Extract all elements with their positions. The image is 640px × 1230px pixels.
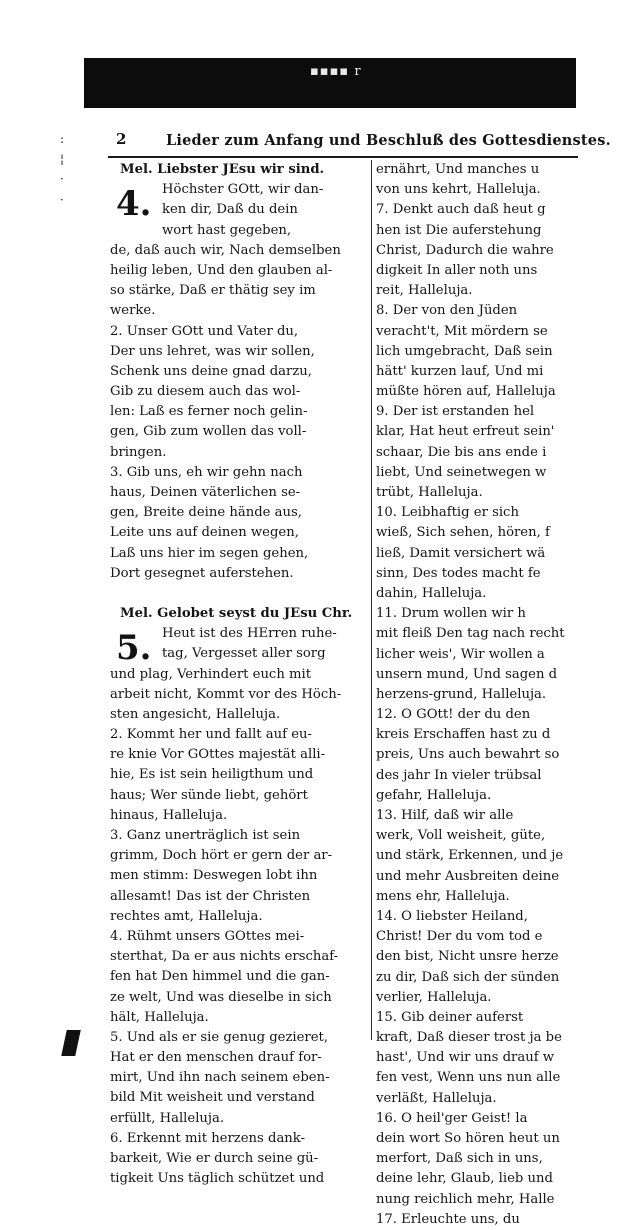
text-line: barkeit, Wie er durch seine gü- — [110, 1151, 319, 1167]
book-page — [108, 126, 611, 1227]
text-line: fen vest, Wenn uns nun alle — [376, 1070, 561, 1086]
text-line: herzens-grund, Halleluja. — [376, 686, 547, 702]
margin-mark: · — [60, 172, 64, 187]
text-line: wieß, Sich sehen, hören, f — [376, 525, 550, 541]
hymn-4-body — [110, 241, 368, 584]
text-line: Gib zu diesem auch das wol- — [110, 384, 301, 400]
text-line: hinaus, Halleluja. — [110, 807, 228, 823]
text-line: zu dir, Daß sich der sünden — [376, 969, 560, 985]
text-line: tigkeit Uns täglich schützet und — [110, 1171, 325, 1187]
text-line: rechtes amt, Halleluja. — [110, 908, 263, 924]
running-title: Lieder zum Anfang und Beschluß des Gottesdienstes. — [166, 132, 611, 149]
hymn-line: ken dir, Daß du dein — [162, 202, 298, 218]
text-line: 13. Hilf, daß wir alle — [376, 808, 514, 823]
text-line: Dort gesegnet auferstehen. — [110, 565, 294, 581]
text-line: grimm, Doch hört er gern der ar- — [110, 848, 333, 864]
text-line: merfort, Daß sich in uns, — [376, 1151, 543, 1167]
text-line: men stimm: Deswegen lobt ihn — [110, 868, 318, 884]
text-line: ließ, Damit versichert wä — [376, 545, 546, 561]
hymn-line: Höchster GOtt, wir dan- — [162, 182, 324, 198]
hymn-line: Heut ist des HErren ruhe- — [162, 626, 337, 642]
text-line: haus, Deinen väterlichen se- — [110, 485, 301, 501]
text-line: erfüllt, Halleluja. — [110, 1110, 225, 1126]
text-line: nung reichlich mehr, Halle — [376, 1191, 555, 1207]
text-line: 2. Unser GOtt und Vater du, — [110, 323, 299, 339]
text-line: deine lehr, Glaub, lieb und — [376, 1171, 553, 1187]
text-line: 2. Kommt her und fallt auf eu- — [110, 727, 312, 743]
text-line: licher weis', Wir wollen a — [376, 646, 545, 662]
page-number: 2 — [116, 130, 127, 148]
margin-marks — [60, 128, 78, 209]
text-line: len: Laß es ferner noch gelin- — [110, 404, 308, 420]
text-line: gefahr, Halleluja. — [376, 787, 492, 803]
margin-mark: : — [60, 132, 65, 146]
text-line: veracht't, Mit mördern se — [376, 323, 548, 339]
text-line: schaar, Die bis ans ende i — [376, 444, 547, 460]
text-line: unsern mund, Und sagen d — [376, 666, 558, 682]
text-line: dein wort So hören heut un — [376, 1131, 560, 1146]
text-line: haus; Wer sünde liebt, gehört — [110, 787, 308, 803]
text-line: Der uns lehret, was wir sollen, — [110, 343, 315, 359]
text-line: 6. Erkennt mit herzens dank- — [110, 1130, 306, 1146]
text-line: 11. Drum wollen wir h — [376, 606, 526, 622]
text-line: und mehr Ausbreiten deine — [376, 868, 560, 884]
text-line: 16. O heil'ger Geist! la — [376, 1110, 528, 1126]
text-line: mens ehr, Halleluja. — [376, 888, 510, 904]
left-column — [110, 160, 368, 1189]
scan-top-mark: ▪▪▪▪ r — [310, 64, 362, 79]
scan-top-bar — [84, 58, 576, 108]
text-line: Schenk uns deine gnad darzu, — [110, 363, 312, 379]
text-line: trübt, Halleluja. — [376, 485, 483, 500]
text-line: 17. Erleuchte uns, du — [376, 1211, 520, 1227]
hymn-4-head — [110, 180, 368, 241]
text-line: 9. Der ist erstanden hel — [376, 404, 535, 420]
right-column — [376, 160, 578, 1230]
hymn-number: 5. — [116, 628, 152, 669]
text-line: 7. Denkt auch daß heut g — [376, 202, 546, 218]
text-line: werke. — [110, 303, 156, 319]
margin-mark: ¦ — [60, 152, 65, 167]
text-line: lich umgebracht, Daß sein — [376, 343, 553, 359]
text-line: verlier, Halleluja. — [376, 989, 492, 1005]
text-line: re knie Vor GOttes majestät alli- — [110, 747, 326, 763]
text-line: des jahr In vieler trübsal — [376, 767, 542, 783]
text-line: hätt' kurzen lauf, Und mi — [376, 363, 544, 379]
text-line: und plag, Verhindert euch mit — [110, 666, 312, 682]
text-line: müßte hören auf, Halleluja — [376, 384, 556, 400]
text-line: ze welt, Und was dieselbe in sich — [110, 989, 332, 1005]
text-line: dahin, Halleluja. — [376, 585, 487, 601]
text-line: kraft, Daß dieser trost ja be — [376, 1030, 562, 1046]
text-line: bild Mit weisheit und verstand — [110, 1090, 315, 1106]
hymn-5-opening — [162, 624, 337, 664]
hymn-line: tag, Vergesset aller sorg — [162, 646, 326, 662]
text-line: arbeit nicht, Kommt vor des Höch- — [110, 686, 342, 702]
text-line: ernährt, Und manches u — [376, 162, 540, 177]
text-line: 3. Gib uns, eh wir gehn nach — [110, 464, 303, 480]
text-line: so stärke, Daß er thätig sey im — [110, 283, 316, 299]
text-line: sterthat, Da er aus nichts erschaf- — [110, 949, 339, 965]
hymn-5-head — [110, 624, 368, 669]
melody-note: Mel. Liebster JEsu wir sind. — [120, 162, 325, 177]
text-line: 14. O liebster Heiland, — [376, 908, 528, 924]
text-line: hast', Und wir uns drauf w — [376, 1050, 555, 1066]
text-line: verläßt, Halleluja. — [376, 1090, 497, 1106]
text-line: de, daß auch wir, Nach demselben — [110, 242, 341, 258]
text-line: klar, Hat heut erfreut sein' — [376, 424, 555, 440]
text-line: 10. Leibhaftig er sich — [376, 505, 519, 521]
text-line: Leite uns auf deinen wegen, — [110, 525, 299, 541]
text-line: 3. Ganz unerträglich ist sein — [110, 828, 301, 844]
text-line: 15. Gib deiner auferst — [376, 1009, 524, 1025]
margin-mark: · — [60, 192, 64, 207]
text-line: 5. Und als er sie genug gezieret, — [110, 1029, 329, 1045]
hymn-number: 4. — [116, 184, 152, 225]
text-line: Hat er den menschen drauf for- — [110, 1050, 322, 1066]
text-line: bringen. — [110, 444, 167, 460]
column-divider — [371, 160, 372, 1040]
text-line: und stärk, Erkennen, und je — [376, 848, 564, 864]
text-line: hält, Halleluja. — [110, 1009, 209, 1025]
scan-corner-mark — [61, 1030, 81, 1056]
text-line: preis, Uns auch bewahrt so — [376, 747, 560, 763]
text-line: kreis Erschaffen hast zu d — [376, 727, 551, 743]
text-line: heilig leben, Und den glauben al- — [110, 262, 333, 278]
text-line: werk, Voll weisheit, güte, — [376, 828, 546, 844]
text-line: Christ! Der du vom tod e — [376, 929, 543, 945]
hymn-4-opening — [162, 180, 323, 241]
text-line: gen, Breite deine hände aus, — [110, 505, 302, 521]
text-line: digkeit In aller noth uns — [376, 262, 538, 278]
text-line: gen, Gib zum wollen das voll- — [110, 424, 307, 440]
text-line: fen hat Den himmel und die gan- — [110, 969, 330, 985]
text-line: sten angesicht, Halleluja. — [110, 706, 281, 722]
text-line: 8. Der von den Jüden — [376, 303, 518, 319]
text-line: liebt, Und seinetwegen w — [376, 464, 547, 480]
text-line: allesamt! Das ist der Christen — [110, 888, 311, 904]
hymn-line: wort hast gegeben, — [162, 222, 292, 238]
text-line: Christ, Dadurch die wahre — [376, 242, 554, 258]
melody-note: Mel. Gelobet seyst du JEsu Chr. — [120, 605, 353, 621]
text-line: mit fleiß Den tag nach recht — [376, 626, 565, 642]
text-line: 4. Rühmt unsers GOttes mei- — [110, 928, 305, 944]
text-line: 12. O GOtt! der du den — [376, 707, 531, 723]
text-line: hie, Es ist sein heiligthum und — [110, 767, 314, 783]
text-line: den bist, Nicht unsre herze — [376, 949, 559, 965]
text-line: Laß uns hier im segen gehen, — [110, 545, 309, 561]
text-line: mirt, Und ihn nach seinem eben- — [110, 1070, 330, 1086]
text-line: hen ist Die auferstehung — [376, 222, 542, 238]
text-line: von uns kehrt, Halleluja. — [376, 182, 541, 198]
text-line: reit, Halleluja. — [376, 283, 473, 299]
hymn-5-body — [110, 665, 368, 1190]
page-header — [108, 126, 611, 158]
spacer — [110, 584, 368, 604]
text-line: sinn, Des todes macht fe — [376, 565, 541, 581]
